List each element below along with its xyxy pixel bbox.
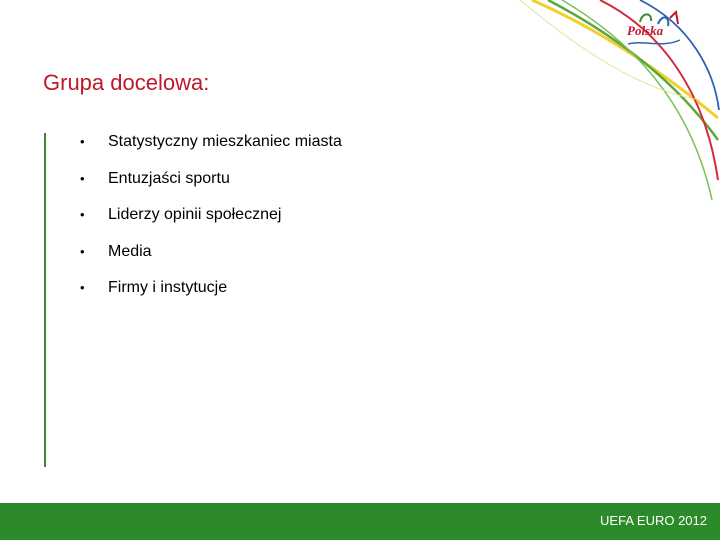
logo-mark-red: [670, 12, 678, 24]
list-item-text: Firmy i instytucje: [108, 279, 228, 296]
footer-text: UEFA EURO 2012: [600, 513, 707, 528]
bullet-dot: •: [80, 207, 85, 222]
logo-text: Polska: [627, 23, 664, 38]
bullet-dot: •: [80, 243, 85, 259]
logo-mark-green: [640, 14, 651, 22]
list-item-text: Entuzjaści sportu: [108, 169, 230, 187]
bullet-dot: •: [80, 170, 85, 186]
list-item-text: Media: [108, 242, 152, 260]
footer-bar: [0, 503, 720, 540]
green-vertical-divider: [44, 133, 46, 467]
bullet-dot: •: [80, 134, 85, 149]
list-item-text: Liderzy opinii społecznej: [108, 206, 282, 223]
slide-title: Grupa docelowa:: [43, 69, 210, 95]
bullet-dot: •: [80, 280, 85, 295]
list-item-text: Statystyczny mieszkaniec miasta: [108, 133, 342, 150]
logo-underline: [628, 40, 680, 44]
